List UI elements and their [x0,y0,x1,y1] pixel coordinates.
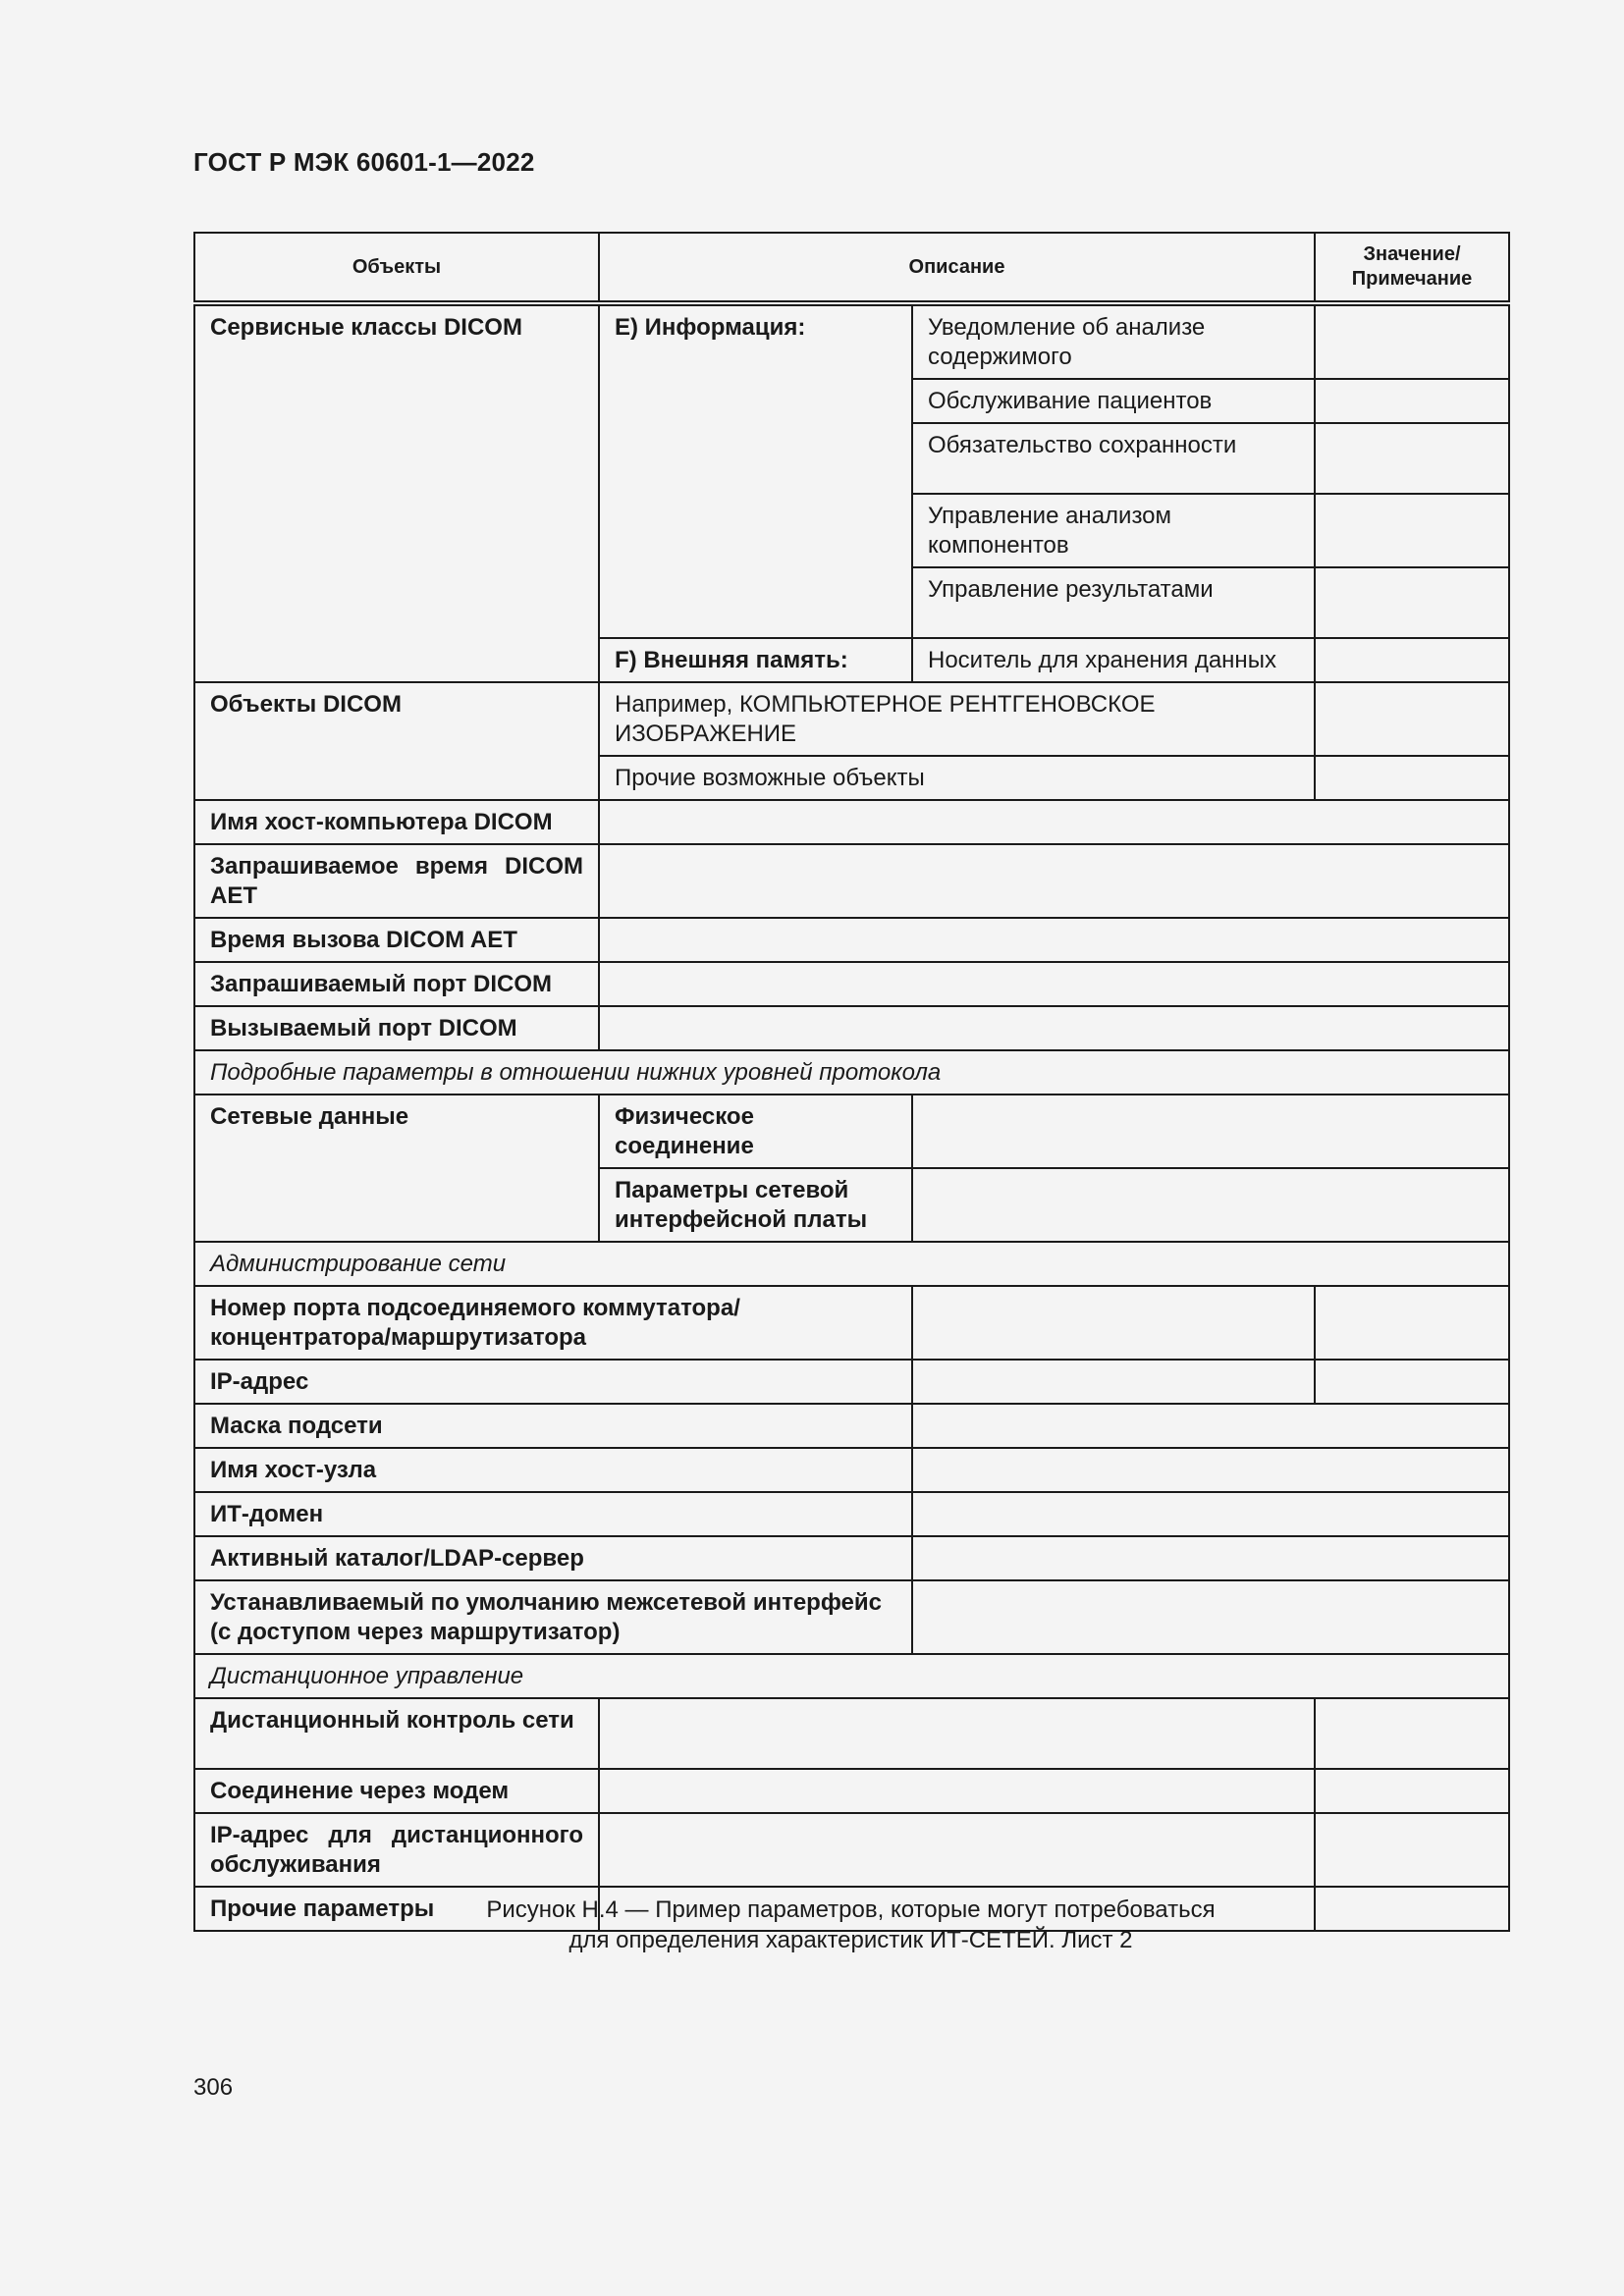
column-header-objects: Объекты [194,233,599,303]
value-cell [912,1448,1509,1492]
value-cell [599,1813,1315,1887]
it-network-parameters-table [193,232,1510,1932]
section-remote-management: Дистанционное управление [194,1654,1509,1698]
value-cell [1315,423,1509,494]
info-item: Обязательство сохранности [912,423,1315,494]
table-row [194,918,1509,962]
caption-line: для определения характеристик ИТ-СЕТЕЙ. Лист 2 [568,1927,1133,1953]
value-cell [599,1769,1315,1813]
figure-caption [193,1895,1508,1955]
table-row [194,844,1509,918]
admin-param-label: Активный каталог/LDAP-сервер [194,1536,912,1580]
value-cell [599,844,1509,918]
dicom-object-example: Например, КОМПЬЮТЕРНОЕ РЕНТГЕНОВСКОЕ ИЗОБРАЖЕНИЕ [599,682,1315,756]
table-header-row [194,233,1509,303]
info-item: Управление результатами [912,567,1315,638]
table-row [194,1360,1509,1404]
section-row [194,1242,1509,1286]
value-cell [599,962,1509,1006]
value-cell [1315,303,1509,379]
value-cell [912,1360,1315,1404]
value-cell [912,1095,1509,1168]
nic-parameters-label: Параметры сетевой интерфейсной платы [599,1168,912,1242]
table-row [194,1536,1509,1580]
table-row [194,1813,1509,1887]
admin-param-label: IP-адрес [194,1360,912,1404]
dicom-param-label: Время вызова DICOM AET [194,918,599,962]
table-row [194,962,1509,1006]
dicom-param-label: Запрашиваемое время DICOM AET [194,844,599,918]
value-cell [599,918,1509,962]
value-cell [1315,1360,1509,1404]
info-item: Обслуживание пациентов [912,379,1315,423]
value-cell [1315,567,1509,638]
table-row [194,1448,1509,1492]
remote-param-label: Соединение через модем [194,1769,599,1813]
remote-param-label: IP-адрес для дистанционного обслуживания [194,1813,599,1887]
value-cell [912,1536,1509,1580]
value-cell [1315,1813,1509,1887]
dicom-objects-label: Объекты DICOM [194,682,599,800]
admin-param-label: Номер порта подсоединяемого коммутатора/ концентратора/маршрутизатора [194,1286,912,1360]
admin-param-label: Маска подсети [194,1404,912,1448]
admin-param-label: ИТ-домен [194,1492,912,1536]
remote-param-label: Дистанционный контроль сети [194,1698,599,1769]
value-cell [599,1698,1315,1769]
dicom-param-label: Вызываемый порт DICOM [194,1006,599,1050]
dicom-param-label: Имя хост-компьютера DICOM [194,800,599,844]
value-cell [1315,1698,1509,1769]
value-cell [912,1168,1509,1242]
value-cell [1315,1769,1509,1813]
admin-param-label: Устанавливаемый по умолчанию межсетевой интерфейс (с доступом через маршрутизатор) [194,1580,912,1654]
section-network-admin: Администрирование сети [194,1242,1509,1286]
dicom-object-other: Прочие возможные объекты [599,756,1315,800]
physical-connection-label: Физическое соединение [599,1095,912,1168]
section-row [194,1050,1509,1095]
value-cell [1315,379,1509,423]
table-row [194,1286,1509,1360]
external-memory-item: Носитель для хранения данных [912,638,1315,682]
dicom-service-classes-label: Сервисные классы DICOM [194,303,599,682]
table-row [194,1404,1509,1448]
table-row [194,1580,1509,1654]
page-number: 306 [193,2074,234,2101]
value-cell [599,1006,1509,1050]
table-row [194,1769,1509,1813]
dicom-param-label: Запрашиваемый порт DICOM [194,962,599,1006]
table-row [194,1698,1509,1769]
table-row [194,1492,1509,1536]
table-row [194,1006,1509,1050]
document-header: ГОСТ Р МЭК 60601-1—2022 [193,147,535,177]
column-header-value: Значение/ Примечание [1315,233,1509,303]
value-cell [599,800,1509,844]
table-row [194,682,1509,756]
value-cell [912,1404,1509,1448]
section-row [194,1654,1509,1698]
caption-line: Рисунок Н.4 — Пример параметров, которые могут потребоваться [486,1896,1216,1923]
table-row [194,1095,1509,1168]
remote-param-label: Прочие параметры [194,1887,599,1931]
admin-param-label: Имя хост-узла [194,1448,912,1492]
value-cell [912,1286,1315,1360]
external-memory-label: F) Внешняя память: [599,638,912,682]
value-cell [1315,638,1509,682]
value-cell [1315,494,1509,567]
value-cell [1315,756,1509,800]
value-cell [1315,682,1509,756]
section-lower-protocol: Подробные параметры в отношении нижних уровней протокола [194,1050,1509,1095]
info-item: Управление анализом компонентов [912,494,1315,567]
value-cell [912,1580,1509,1654]
value-cell [912,1492,1509,1536]
network-data-label: Сетевые данные [194,1095,599,1242]
table-row [194,800,1509,844]
table-row [194,303,1509,379]
information-label: E) Информация: [599,303,912,638]
column-header-description: Описание [599,233,1315,303]
value-cell [1315,1286,1509,1360]
info-item: Уведомление об анализе содержимого [912,303,1315,379]
